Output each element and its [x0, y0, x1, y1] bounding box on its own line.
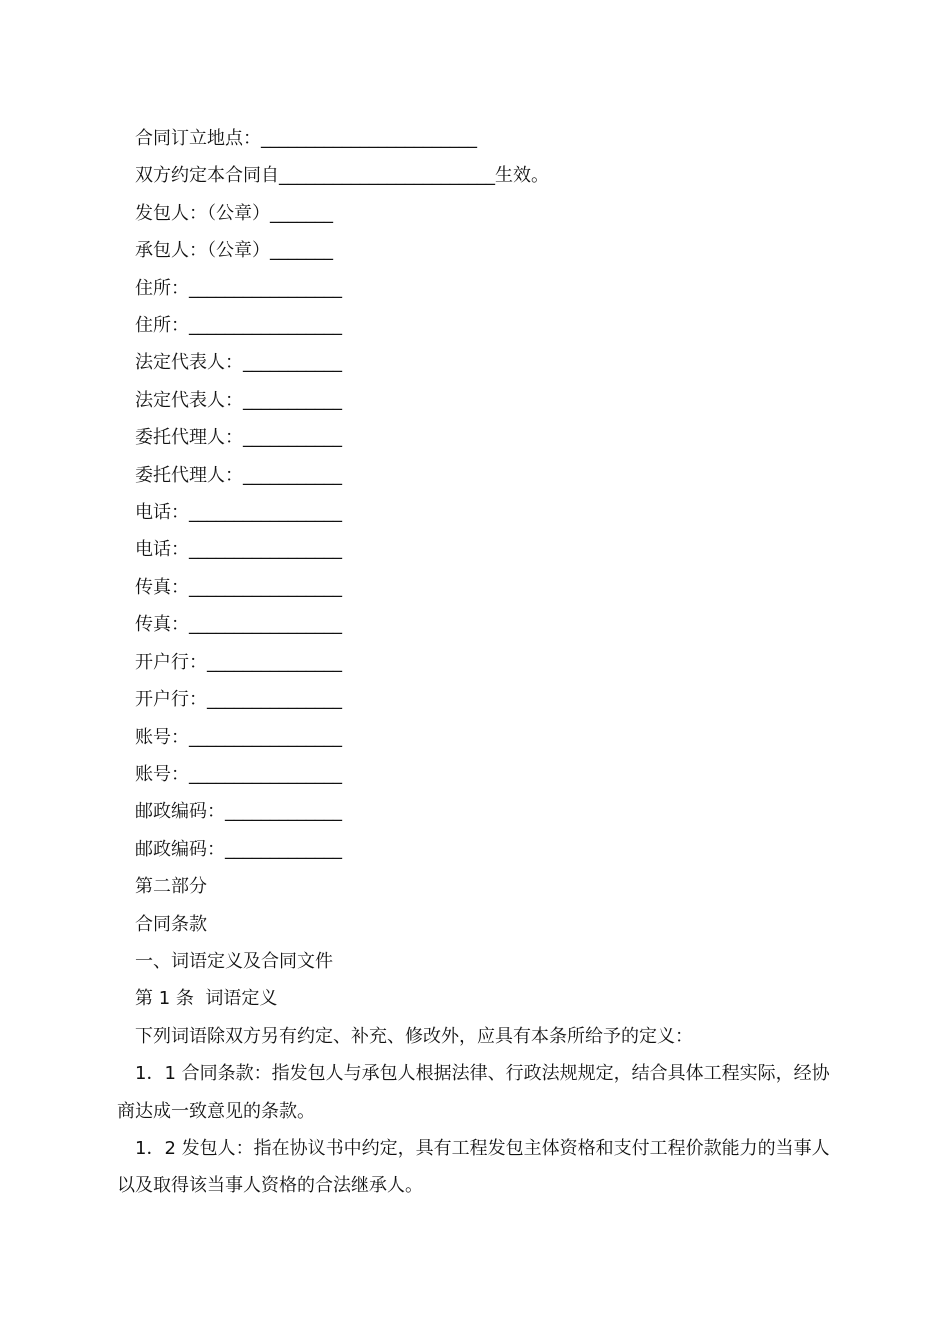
address-line: 住所：_________________ [135, 315, 342, 337]
postal-code-line: 邮政编码：_____________ [135, 838, 342, 860]
fax-line: 传真：_________________ [135, 614, 342, 636]
address-line: 住所：_________________ [135, 277, 342, 299]
account-line: 账号：_________________ [135, 726, 342, 748]
phone-line: 电话：_________________ [135, 502, 342, 524]
section-heading: 合同条款 [135, 913, 207, 935]
employer-seal-line: 发包人：（公章）_______ [135, 202, 333, 224]
authorized-agent-line: 委托代理人：___________ [135, 427, 342, 449]
chapter-heading: 一、词语定义及合同文件 [135, 950, 333, 972]
effective-date-line: 双方约定本合同自________________________生效。 [135, 165, 549, 187]
contractor-seal-line: 承包人：（公章）_______ [135, 240, 333, 262]
bank-line: 开户行：_______________ [135, 689, 342, 711]
clause-1-2: 1．2 发包人：指在协议书中约定，具有工程发包主体资格和支付工程价款能力的当事人以及取得该当事人资格的合法继承人。 [117, 1137, 830, 1197]
fax-line: 传真：_________________ [135, 576, 342, 598]
contract-place-line: 合同订立地点：________________________ [135, 128, 477, 149]
part-heading: 第二部分 [135, 876, 207, 898]
phone-line: 电话：_________________ [135, 539, 342, 561]
bank-line: 开户行：_______________ [135, 651, 342, 673]
legal-representative-line: 法定代表人：___________ [135, 352, 342, 374]
definition-intro: 下列词语除双方另有约定、补充、修改外，应具有本条所给予的定义： [135, 1025, 693, 1047]
document-body [117, 120, 837, 1205]
article-heading: 第 1 条 词语定义 [135, 988, 278, 1010]
account-line: 账号：_________________ [135, 763, 342, 785]
authorized-agent-line: 委托代理人：___________ [135, 464, 342, 486]
clause-1-1: 1．1 合同条款：指发包人与承包人根据法律、行政法规规定，结合具体工程实际，经协商达成一致意见的条款。 [117, 1063, 830, 1122]
postal-code-line: 邮政编码：_____________ [135, 801, 342, 823]
legal-representative-line: 法定代表人：___________ [135, 389, 342, 411]
